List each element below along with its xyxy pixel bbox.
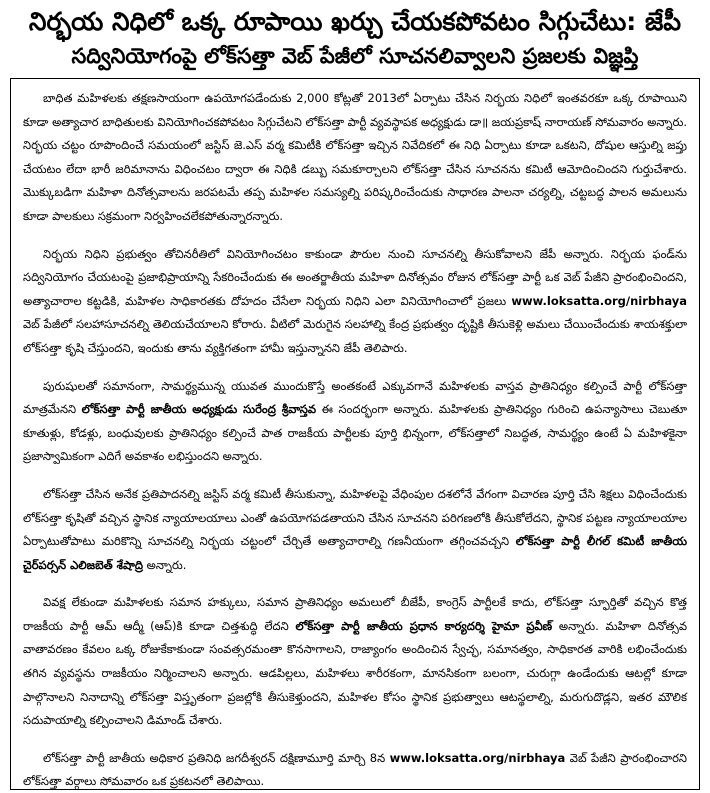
paragraph-text: వెబ్ పేజీలో సలహాసూచనల్ని తెలియచేయాలని కోరారు. వీటిలో మెరుగైన సలహాల్ని కేంద్ర ప్రభుత్వం దృష్టికి తీసుకెళ్లి అమలు చేయించేందుకు శాయశక్తులా లోక్‌సత్తా కృషి చేస్తుందని, ఇందుకు తాను వ్యక్తిగతంగా హామీ ఇస్తున్నానని జేపీ తెలిపారు. bbox=[23, 317, 687, 355]
paragraph-text: వెబ్ పేజీని ప్రారంభించారని లోక్‌సత్తా వర్గాలు సోమవారం ఒక ప్రకటనలో తెలిపాయి. bbox=[23, 750, 687, 789]
paragraph-3 bbox=[23, 375, 687, 469]
nirbhaya-web-page-link[interactable]: www.loksatta.org/nirbhaya bbox=[511, 293, 687, 308]
paragraph-text: పురుషులతో సమానంగా, సామర్థ్యమున్న యువత ముందుకొస్తే అంతకంటే ఎక్కువగానే మహిళలకు వాస్తవ ప్రాతినిధ్యం కల్పించే పార్టీ లోక్‌సత్తా మాత్రమేనని bbox=[23, 378, 687, 417]
paragraph-text: ఈ సందర్భంగా అన్నారు. మహిళలకు ప్రాతినిధ్యం గురించి ఉపన్యాసాలు చెబుతూ కూతుళ్లు, కోడళ్లు, బంధువులకు ప్రాతినిధ్యం కల్పించే పాత రాజకీయ పార్టీలకు పూర్తి భిన్నంగా, లోక్‌సత్తాలో నిబద్ధత, సామర్థ్యం ఉంటే ఏ మహిళకైనా ప్రజాస్వామికంగా ఎదిగే అవకాశం లభిస్తుందని అన్నారు. bbox=[23, 402, 687, 464]
subheadline: సద్వినియోగంపై లోక్‌సత్తా వెబ్ పేజీలో సూచనలివ్వాలని ప్రజలకు విజ్ఞప్తి bbox=[71, 44, 639, 68]
paragraph-4 bbox=[23, 483, 687, 577]
paragraph-text: అన్నారు. bbox=[142, 557, 187, 572]
article-body-box bbox=[10, 78, 700, 790]
paragraph-text: వివక్ష లేకుండా మహిళలకు సమాన హక్కులు, సమాన ప్రాతినిధ్యం అమలులో బీజేపీ, కాంగ్రెస్ పార్టీలకే కాదు, లోక్‌సత్తా స్ఫూర్తితో వచ్చిన కొత్త రాజకీయ పార్టీ ఆమ్ ఆద్మీ (ఆప్)కి కూడా చిత్తశుద్ధి లేదని bbox=[23, 595, 687, 633]
speaker-name-bold: లోక్‌సత్తా పార్టీ జాతీయ అధ్యక్షుడు సురేంద్ర శ్రీవాస్తవ bbox=[81, 402, 317, 417]
paragraph-text: అన్నారు. మహిళా దినోత్సవ వాతావరణం కేవలం ఒక్క రోజుకేకాకుండా సంవత్సరమంతా కొనసాగాలని, రాజ్యాంగం అందించిన స్వేచ్ఛ, సమానత్వం, సాధికారత వారికి లభించేందుకు తగిన వ్యవస్థను రాజకీయం నిర్మించాలని అన్నారు. ఆడపిల్లలు, మహిళలు శారీరకంగా, మానసికంగా బలంగా, చురుగ్గా ఉండేందుకు ఆటల్లో కూడా పాల్గొనాలని నినాదాన్ని లోక్‌సత్తా విస్తృతంగా ప్రజల్లోకి తీసుకెళ్తుందని, మహిళల కోసం స్థానిక ప్రభుత్వాలు ఆటస్థలాల్ని, మరుగుదొడ్లని, ఇతర మౌలిక సదుపాయాల్ని కల్పించాలని డిమాండ్ చేశారు. bbox=[23, 618, 687, 728]
paragraph-text: లోక్‌సత్తా చేసిన అనేక ప్రతిపాదనల్ని జస్టిస్ వర్మ కమిటీ తీసుకున్నా, మహిళలపై వేధింపుల దశలోనే వేగంగా విచారణ పూర్తి చేసి శిక్షలు విధించేందుకు లోక్‌సత్తా కృషితో వచ్చిన స్థానిక న్యాయాలయాలు ఎంతో ఉపయోగపడతాయని చేసిన సూచనని పరిగణలోకి తీసుకోలేదని, స్థానిక పట్టణ న్యాయాలయాల ఏర్పాటుతోపాటు మరికొన్ని సూచనల్ని నిర్భయ చట్టంలో చేర్చితే అత్యాచారాల్ని గణనీయంగా తగ్గించవచ్చని bbox=[23, 486, 687, 549]
paragraph-text: నిర్భయ నిధిని ప్రభుత్వం తోచినరీతిలో వినియోగించటం కాకుండా పౌరుల నుంచి సూచనల్ని తీసుకోవాలని జేపీ అన్నారు. నిర్భయ ఫండ్‌ను సద్వినియోగం చేయటంపై ప్రజాభిప్రాయాన్ని సేకరించేందుకు ఈ అంతర్జాతీయ మహిళా దినోత్సవం రోజున లోక్‌సత్తా పార్టీ ఒక వెబ్ పేజీని ప్రారంభించిందని, అత్యాచారాల కట్టడికి, మహిళల సాధికారతకు దోహదం చేసేలా నిర్భయ నిధిని ఎలా వినియోగించాలో ప్రజలు bbox=[23, 246, 687, 308]
paragraph-text: బాధిత మహిళలకు తక్షణసాయంగా ఉపయోగపడేందుకు 2,000 కోట్లతో 2013లో ఏర్పాటు చేసిన నిర్భయ నిధిలో ఇంతవరకూ ఒక్క రూపాయిని కూడా అత్యాచార బాధితులకు వినియోగించకపోవటం సిగ్గుచేటని లోక్‌సత్తా పార్టీ వ్యవస్థాపక అధ్యక్షుడు డా॥ జయప్రకాష్ నారాయణ్ సోమవారం అన్నారు. నిర్భయ చట్టం రూపొందించే సమయంలో జస్టిస్ జె.ఎస్ వర్మ కమిటీకి లోక్‌సత్తా ఇచ్చిన నివేదికలో ఈ నిధి ఏర్పాటు కూడా ఒకటని, దోషుల ఆస్తుల్ని జప్తు చేయటం లేదా భారీ జరిమానాను విధించటం ద్వారా ఈ నిధికి డబ్బు సమకూర్చాలని లోక్‌సత్తా చేసిన సూచనను కమిటీ ఆమోదించిందని గుర్తుచేశారు. మొక్కుబడిగా మహిళా దినోత్సవాలను జరపటమే తప్ప మహిళల సమస్యల్ని పరిష్కరించేందుకు సాధారణ పాలనా చర్యల్ని, చట్టబద్ధ పాలన అమలును కూడా పాలకులు సక్రమంగా నిర్వహించలేకపోతున్నారన్నారు. bbox=[23, 91, 687, 223]
paragraph-6 bbox=[23, 747, 687, 790]
speaker-name-bold: లోక్‌సత్తా పార్టీ జాతీయ ప్రధాన కార్యదర్శి హైమా ప్రవీణ్ bbox=[295, 618, 553, 633]
nirbhaya-web-page-link[interactable]: www.loksatta.org/nirbhaya bbox=[389, 750, 566, 765]
paragraph-5 bbox=[23, 591, 687, 733]
paragraph-1 bbox=[23, 87, 687, 229]
headline: నిర్భయ నిధిలో ఒక్క రూపాయి ఖర్చు చేయకపోవటం సిగ్గుచేటు: జేపీ bbox=[28, 7, 682, 36]
paragraph-2 bbox=[23, 243, 687, 361]
speaker-name-bold: లోక్‌సత్తా పార్టీ లీగల్ కమిటీ జాతీయ చైర్‌పర్సన్ ఎలిజబెత్ శేషాద్రి bbox=[23, 534, 688, 572]
paragraph-text: లోక్‌సత్తా పార్టీ జాతీయ అధికార ప్రతినిధి జగదీశ్వరన్ దక్షిణామూర్తి మార్చి 8న bbox=[43, 750, 390, 765]
